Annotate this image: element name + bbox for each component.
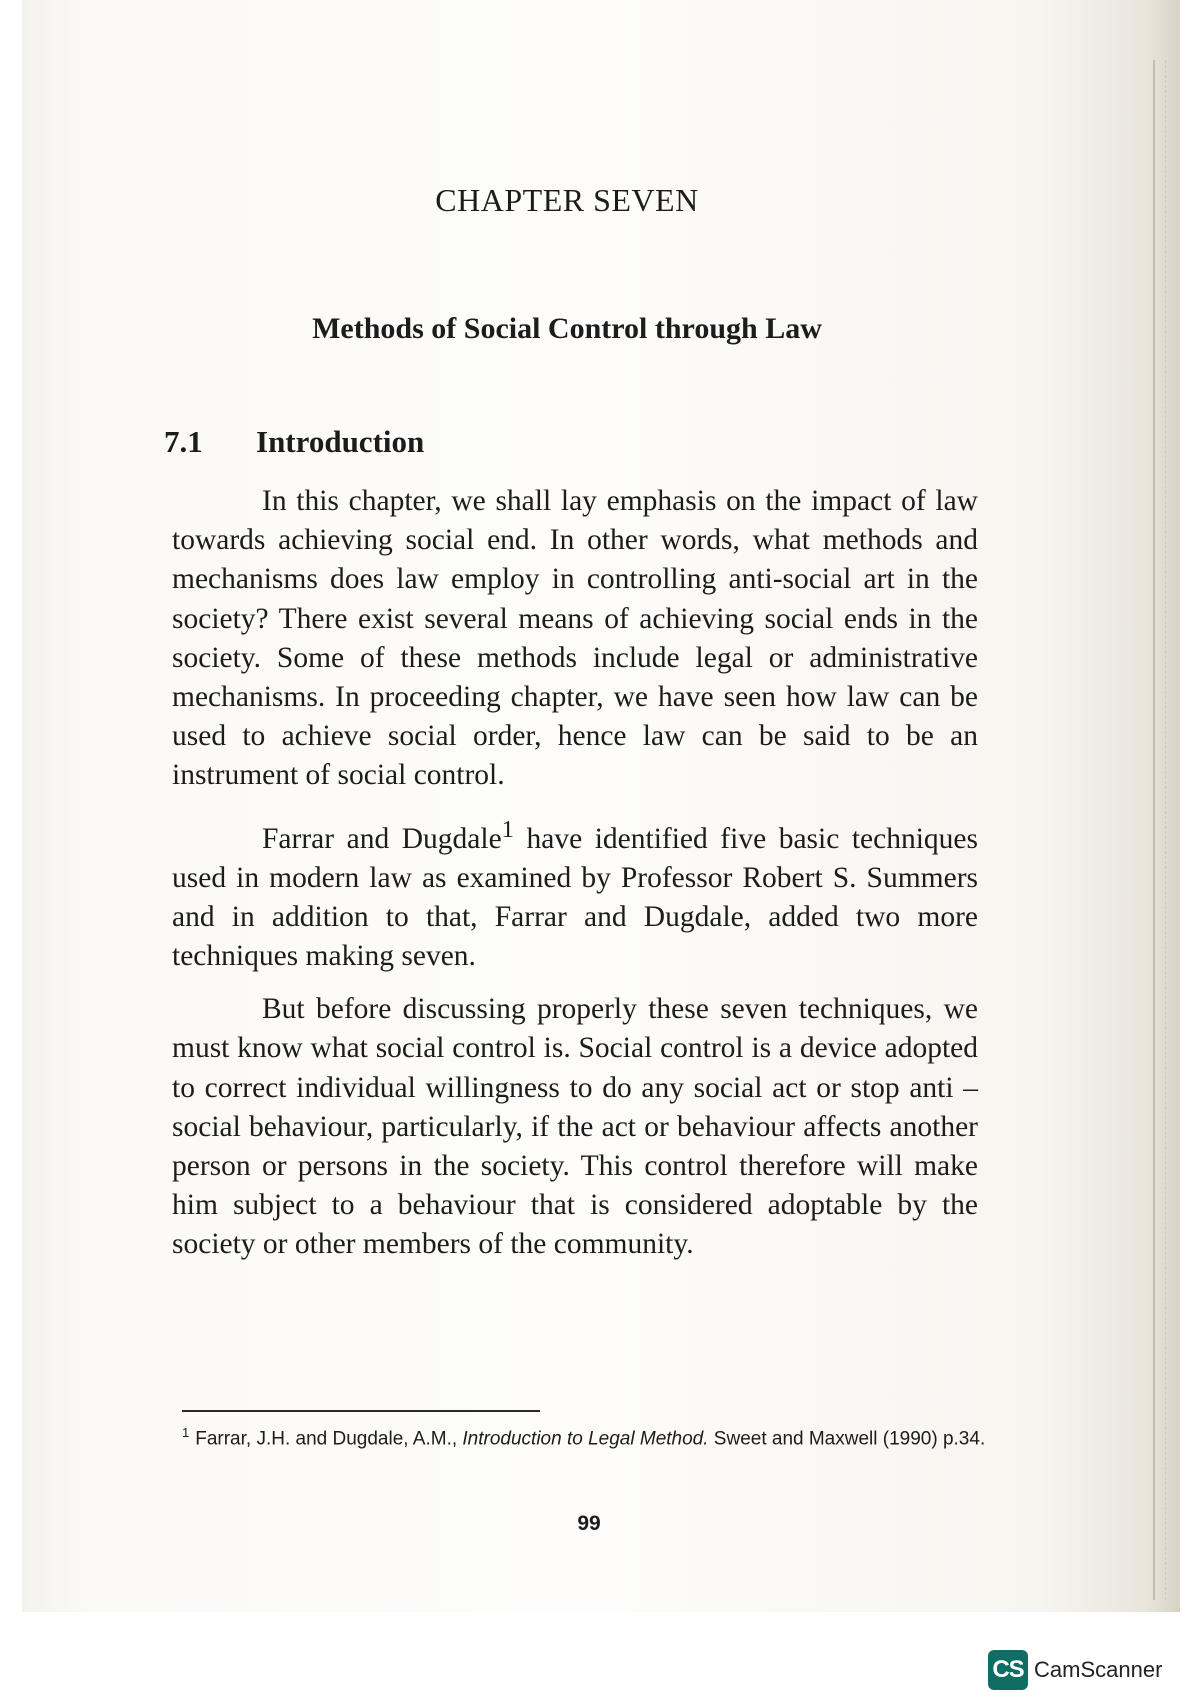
paragraph-2-lead: Farrar and Dugdale — [262, 822, 502, 855]
chapter-heading: CHAPTER SEVEN — [435, 182, 699, 218]
body-text — [172, 482, 978, 1279]
camscanner-label: CamScanner — [1034, 1657, 1163, 1682]
footnote-divider — [182, 1410, 540, 1412]
camscanner-logo-icon: CS — [988, 1650, 1028, 1690]
paragraph-3: But before discussing properly these seven techniques, we must know what social control is. Social control is a device adopted to correct individual willingness to do any social act or stop anti – social behaviour, particularly, if the act or behaviour affects another person or persons in the society. This control therefore will make him subject to a behaviour that is considered adoptable by the society or other members of the community. — [172, 993, 978, 1261]
footnote-ref: 1 — [501, 815, 514, 843]
chapter-title: Methods of Social Control through Law — [312, 312, 822, 345]
footnote-authors: Farrar, J.H. and Dugdale, A.M., — [195, 1428, 463, 1450]
footnote-publisher: Sweet and Maxwell (1990) p.34. — [708, 1428, 986, 1450]
book-page — [22, 0, 1180, 1612]
section-title: Introduction — [256, 424, 425, 459]
page-edge-shadow — [1153, 60, 1166, 1600]
footnote-number: 1 — [182, 1425, 190, 1440]
page-number: 99 — [577, 1512, 601, 1535]
paragraph-2 — [172, 810, 978, 977]
section-number: 7.1 — [164, 424, 203, 459]
camscanner-watermark — [988, 1650, 1162, 1690]
paragraph-2-rest: have identified five basic techniques used in modern law as examined by Professor Robert S. Summers and in addition to that, Farrar and Dugdale, added two more techniques making seven. — [172, 822, 978, 973]
footnote-book-title: Introduction to Legal Method. — [462, 1428, 709, 1450]
section-heading — [164, 424, 424, 460]
paragraph-1: In this chapter, we shall lay emphasis on the impact of law towards achieving social end. In other words, what methods and mechanisms does law employ in controlling anti-social art in the society? There exist several means of achieving social ends in the society. Some of these methods include legal or administrative mechanisms. In proceeding chapter, we have seen how law can be used to achieve social order, hence law can be said to be an instrument of social control. — [172, 485, 978, 792]
footnote — [182, 1420, 988, 1452]
